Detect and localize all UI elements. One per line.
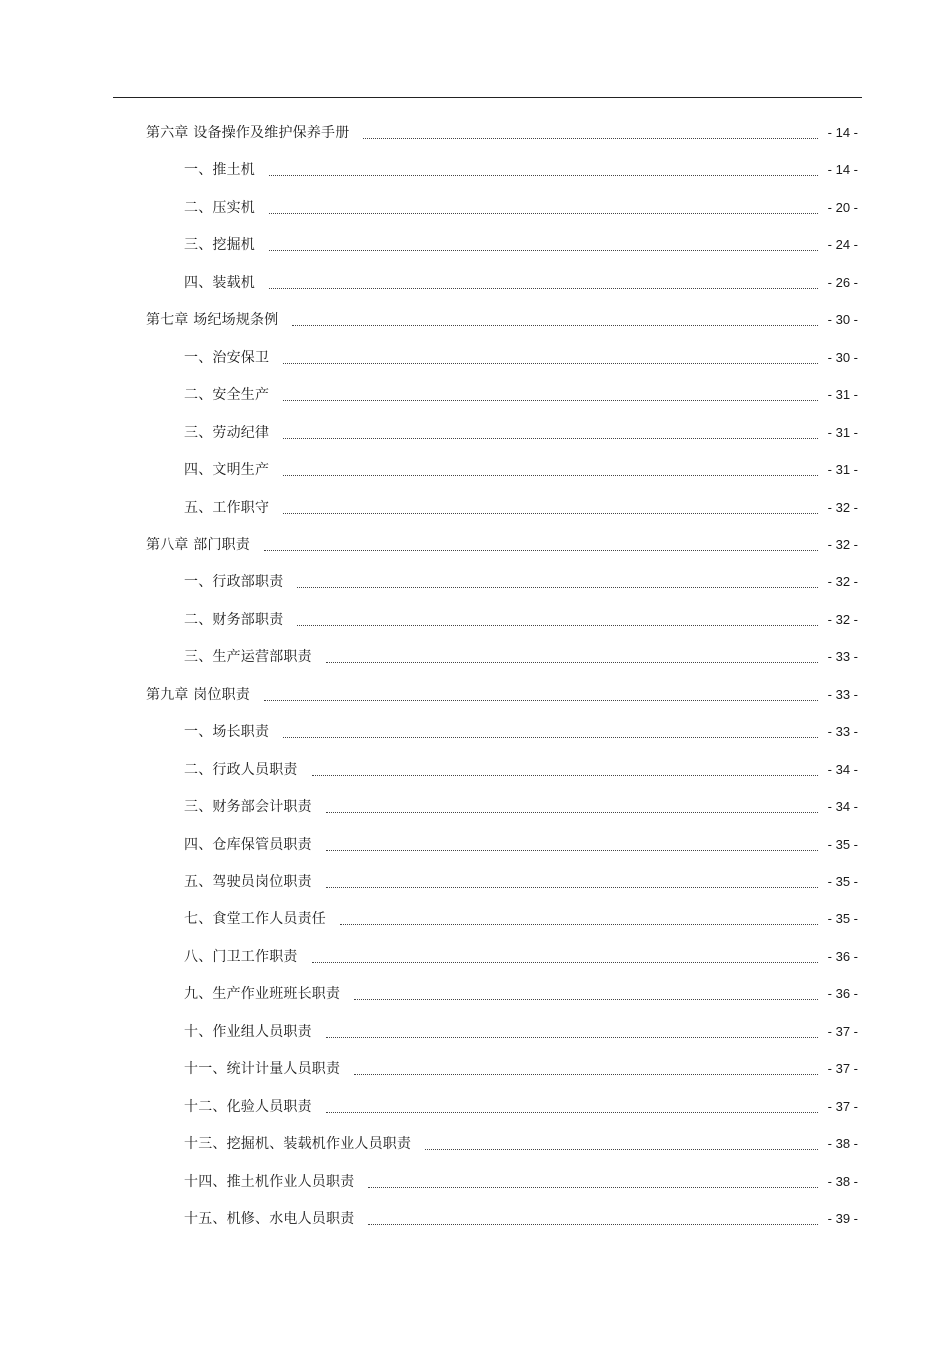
toc-page-number: - 34 - [827, 762, 858, 777]
toc-entry-title: 十二、化验人员职责 [184, 1099, 312, 1115]
toc-section-entry[interactable] [184, 609, 858, 629]
toc-dot-leader [283, 475, 817, 476]
toc-dot-leader [269, 213, 818, 214]
toc-dot-leader [292, 325, 817, 326]
toc-dot-leader [269, 288, 818, 289]
toc-page-number: - 37 - [827, 1099, 858, 1114]
toc-entry-title: 一、推土机 [184, 162, 255, 178]
toc-page-number: - 37 - [827, 1061, 858, 1076]
toc-dot-leader [326, 850, 818, 851]
toc-section-entry[interactable] [184, 1208, 858, 1228]
toc-dot-leader [368, 1224, 817, 1225]
toc-entry-title: 二、安全生产 [184, 387, 270, 403]
toc-entry-title: 第六章 设备操作及维护保养手册 [146, 125, 350, 141]
toc-page-number: - 35 - [827, 911, 858, 926]
toc-dot-leader [283, 438, 817, 439]
toc-dot-leader [264, 550, 818, 551]
toc-page-number: - 26 - [827, 275, 858, 290]
toc-page-number: - 14 - [827, 125, 858, 140]
toc-chapter-entry[interactable] [146, 684, 858, 704]
toc-section-entry[interactable] [184, 908, 858, 928]
toc-entry-title: 一、场长职责 [184, 724, 270, 740]
toc-dot-leader [340, 924, 818, 925]
toc-dot-leader [264, 700, 818, 701]
toc-chapter-entry[interactable] [146, 534, 858, 554]
toc-page-number: - 20 - [827, 200, 858, 215]
toc-entry-title: 三、挖掘机 [184, 237, 255, 253]
toc-page-number: - 32 - [827, 537, 858, 552]
toc-page-number: - 38 - [827, 1174, 858, 1189]
toc-page-number: - 36 - [827, 986, 858, 1001]
toc-page-number: - 35 - [827, 874, 858, 889]
toc-dot-leader [425, 1149, 817, 1150]
toc-entry-title: 十三、挖掘机、装载机作业人员职责 [184, 1136, 412, 1152]
toc-dot-leader [368, 1187, 817, 1188]
toc-chapter-entry[interactable] [146, 122, 858, 142]
toc-dot-leader [297, 587, 817, 588]
toc-dot-leader [312, 962, 818, 963]
toc-page-number: - 33 - [827, 687, 858, 702]
toc-page-number: - 32 - [827, 612, 858, 627]
toc-page-number: - 39 - [827, 1211, 858, 1226]
toc-page-number: - 31 - [827, 425, 858, 440]
toc-dot-leader [326, 1037, 818, 1038]
toc-entry-title: 二、压实机 [184, 200, 255, 216]
toc-section-entry[interactable] [184, 1096, 858, 1116]
toc-dot-leader [283, 363, 817, 364]
toc-dot-leader [283, 737, 817, 738]
toc-section-entry[interactable] [184, 197, 858, 217]
toc-entry-title: 五、工作职守 [184, 500, 270, 516]
toc-entry-title: 第七章 场纪场规条例 [146, 312, 279, 328]
toc-dot-leader [326, 662, 818, 663]
toc-section-entry[interactable] [184, 759, 858, 779]
toc-entry-title: 八、门卫工作职责 [184, 949, 298, 965]
toc-page-number: - 31 - [827, 462, 858, 477]
toc-section-entry[interactable] [184, 983, 858, 1003]
toc-page-number: - 32 - [827, 574, 858, 589]
toc-entry-title: 二、行政人员职责 [184, 762, 298, 778]
toc-section-entry[interactable] [184, 796, 858, 816]
toc-entry-title: 十一、统计计量人员职责 [184, 1061, 341, 1077]
toc-dot-leader [326, 887, 818, 888]
toc-section-entry[interactable] [184, 159, 858, 179]
toc-entry-title: 十、作业组人员职责 [184, 1024, 312, 1040]
toc-section-entry[interactable] [184, 1058, 858, 1078]
toc-section-entry[interactable] [184, 1021, 858, 1041]
toc-page-number: - 32 - [827, 500, 858, 515]
toc-entry-title: 第九章 岗位职责 [146, 687, 251, 703]
toc-entry-title: 三、劳动纪律 [184, 425, 270, 441]
toc-entry-title: 一、治安保卫 [184, 350, 270, 366]
toc-section-entry[interactable] [184, 834, 858, 854]
toc-dot-leader [354, 1074, 817, 1075]
toc-page-number: - 30 - [827, 312, 858, 327]
toc-dot-leader [326, 812, 818, 813]
toc-dot-leader [312, 775, 818, 776]
toc-page-number: - 31 - [827, 387, 858, 402]
toc-entry-title: 四、文明生产 [184, 462, 270, 478]
toc-entry-title: 四、装载机 [184, 275, 255, 291]
toc-section-entry[interactable] [184, 422, 858, 442]
toc-section-entry[interactable] [184, 347, 858, 367]
toc-entry-title: 第八章 部门职责 [146, 537, 251, 553]
toc-section-entry[interactable] [184, 646, 858, 666]
toc-section-entry[interactable] [184, 1133, 858, 1153]
toc-section-entry[interactable] [184, 384, 858, 404]
toc-entry-title: 七、食堂工作人员责任 [184, 911, 326, 927]
toc-dot-leader [297, 625, 817, 626]
toc-page-number: - 35 - [827, 837, 858, 852]
toc-entry-title: 十五、机修、水电人员职责 [184, 1211, 355, 1227]
toc-dot-leader [326, 1112, 818, 1113]
toc-dot-leader [269, 250, 818, 251]
toc-page-number: - 38 - [827, 1136, 858, 1151]
toc-section-entry[interactable] [184, 234, 858, 254]
toc-section-entry[interactable] [184, 721, 858, 741]
toc-section-entry[interactable] [184, 946, 858, 966]
toc-chapter-entry[interactable] [146, 309, 858, 329]
toc-page-number: - 34 - [827, 799, 858, 814]
toc-entry-title: 一、行政部职责 [184, 574, 284, 590]
toc-section-entry[interactable] [184, 871, 858, 891]
toc-page-number: - 14 - [827, 162, 858, 177]
toc-page-number: - 33 - [827, 724, 858, 739]
toc-dot-leader [283, 400, 817, 401]
toc-page-number: - 36 - [827, 949, 858, 964]
toc-entry-title: 二、财务部职责 [184, 612, 284, 628]
toc-page-number: - 24 - [827, 237, 858, 252]
toc-dot-leader [363, 138, 817, 139]
toc-entry-title: 四、仓库保管员职责 [184, 837, 312, 853]
toc-section-entry[interactable] [184, 571, 858, 591]
toc-dot-leader [283, 513, 817, 514]
toc-entry-title: 三、生产运营部职责 [184, 649, 312, 665]
toc-section-entry[interactable] [184, 497, 858, 517]
toc-dot-leader [269, 175, 818, 176]
toc-section-entry[interactable] [184, 459, 858, 479]
toc-entry-title: 三、财务部会计职责 [184, 799, 312, 815]
toc-dot-leader [354, 999, 817, 1000]
toc-entry-title: 十四、推土机作业人员职责 [184, 1174, 355, 1190]
toc-entry-title: 九、生产作业班班长职责 [184, 986, 341, 1002]
toc-entry-title: 五、驾驶员岗位职责 [184, 874, 312, 890]
toc-page-number: - 37 - [827, 1024, 858, 1039]
toc-page-number: - 30 - [827, 350, 858, 365]
toc-section-entry[interactable] [184, 272, 858, 292]
toc-page-number: - 33 - [827, 649, 858, 664]
toc-section-entry[interactable] [184, 1171, 858, 1191]
